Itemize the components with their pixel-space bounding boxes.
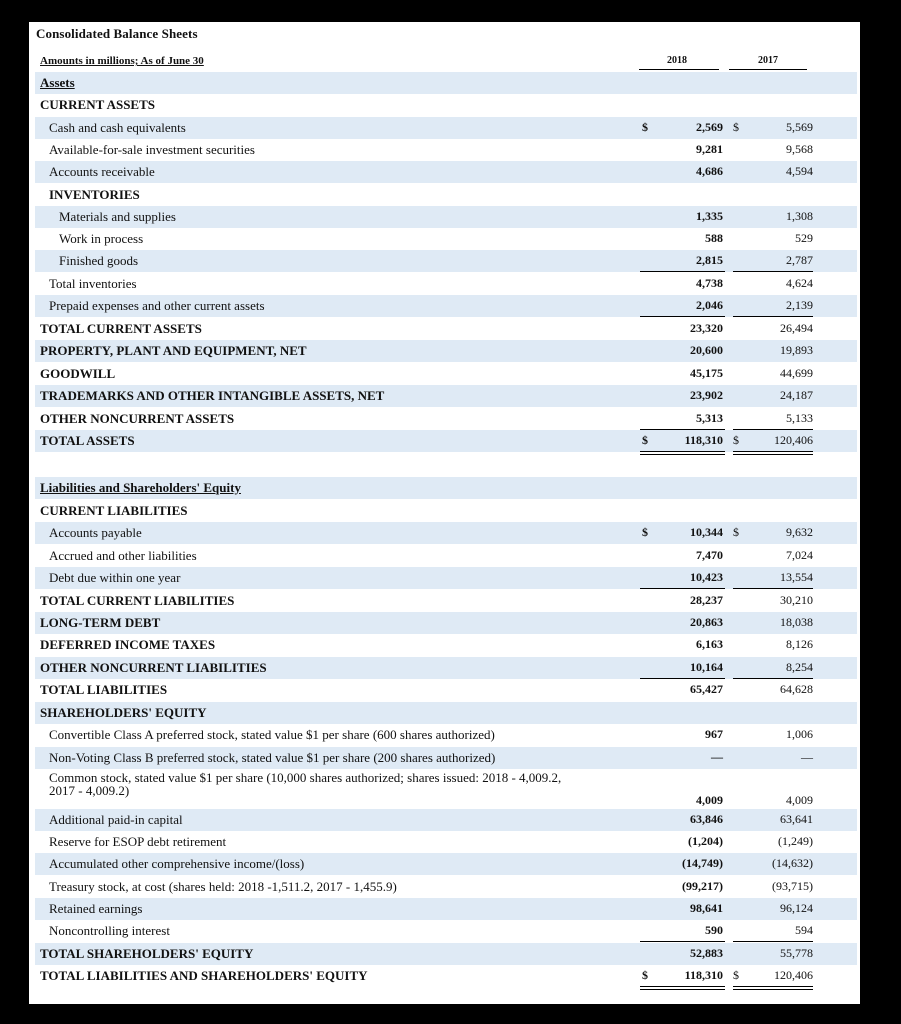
table-row: OTHER NONCURRENT LIABILITIES 10,164 8,254 (35, 657, 857, 679)
table-row: Available-for-sale investment securities 9,281 9,568 (49, 142, 813, 157)
table-row: Accrued and other liabilities 7,470 7,024 (49, 548, 813, 563)
subsection-heading: INVENTORIES (49, 187, 140, 202)
table-row: Cash and cash equivalents $ 2,569 $ 5,569 (35, 117, 857, 139)
table-row: Work in process 588 529 (59, 231, 813, 246)
table-row: DEFERRED INCOME TAXES 6,163 8,126 (40, 637, 813, 652)
header-rule (639, 69, 719, 70)
table-row: Additional paid-in capital 63,846 63,641 (35, 809, 857, 831)
table-row: Prepaid expenses and other current assets 2,046 2,139 (35, 295, 857, 317)
table-row: OTHER NONCURRENT ASSETS 5,313 5,133 (35, 408, 857, 430)
subsection-heading: CURRENT LIABILITIES (40, 503, 188, 518)
table-row: Non-Voting Class B preferred stock, stated value $1 per share (200 shares authorized) — — (35, 747, 857, 769)
table-row: Reserve for ESOP debt retirement (1,204) (1,249) (49, 834, 813, 849)
table-row: TOTAL LIABILITIES AND SHAREHOLDERS' EQUITY $ 118,310 $ 120,406 (35, 965, 857, 987)
table-row: Accumulated other comprehensive income/(loss) (14,749) (14,632) (35, 853, 857, 875)
units-label: Amounts in millions; As of June 30 (40, 55, 204, 67)
table-row: Materials and supplies 1,335 1,308 (35, 206, 857, 228)
table-row: Retained earnings 98,641 96,124 (35, 898, 857, 920)
header-rule (729, 69, 807, 70)
table-row: Debt due within one year 10,423 13,554 (35, 567, 857, 589)
year-2018-header: 2018 (667, 55, 687, 66)
section-heading: Liabilities and Shareholders' Equity (35, 477, 857, 499)
subsection-heading: CURRENT ASSETS (40, 97, 156, 112)
table-row: TOTAL CURRENT LIABILITIES 28,237 30,210 (40, 593, 813, 608)
table-row: Common stock, stated value $1 per share (10,000 shares authorized; shares issued: 2018 - 4,009.2, 2017 - 4,009.2) 4,009 4,009 (49, 770, 813, 807)
table-row: TOTAL ASSETS $ 118,310 $ 120,406 (35, 430, 857, 452)
table-row: Convertible Class A preferred stock, stated value $1 per share (600 shares authorized) 967 1,006 (49, 727, 813, 742)
table-row: PROPERTY, PLANT AND EQUIPMENT, NET 20,600 19,893 (35, 340, 857, 362)
table-row: TOTAL LIABILITIES 65,427 64,628 (40, 682, 813, 697)
table-row: Total inventories 4,738 4,624 (49, 276, 813, 291)
subsection-heading: SHAREHOLDERS' EQUITY (35, 702, 857, 724)
table-row: Accounts payable $ 10,344 $ 9,632 (35, 522, 857, 544)
table-row: GOODWILL 45,175 44,699 (40, 366, 813, 381)
table-row: TOTAL CURRENT ASSETS 23,320 26,494 (40, 321, 813, 336)
table-row: Finished goods 2,815 2,787 (35, 250, 857, 272)
balance-sheet (29, 22, 860, 1004)
page-title: Consolidated Balance Sheets (36, 26, 198, 41)
year-2017-header: 2017 (758, 55, 778, 66)
column-header (29, 55, 860, 69)
section-heading: Assets (35, 72, 857, 94)
table-row: TOTAL SHAREHOLDERS' EQUITY 52,883 55,778 (35, 943, 857, 965)
table-row: Accounts receivable 4,686 4,594 (35, 161, 857, 183)
table-row: TRADEMARKS AND OTHER INTANGIBLE ASSETS, NET 23,902 24,187 (35, 385, 857, 407)
table-row: Noncontrolling interest 590 594 (35, 920, 857, 942)
table-row: LONG-TERM DEBT 20,863 18,038 (35, 612, 857, 634)
table-row: Treasury stock, at cost (shares held: 2018 -1,511.2, 2017 - 1,455.9) (99,217) (93,715) (49, 879, 813, 894)
